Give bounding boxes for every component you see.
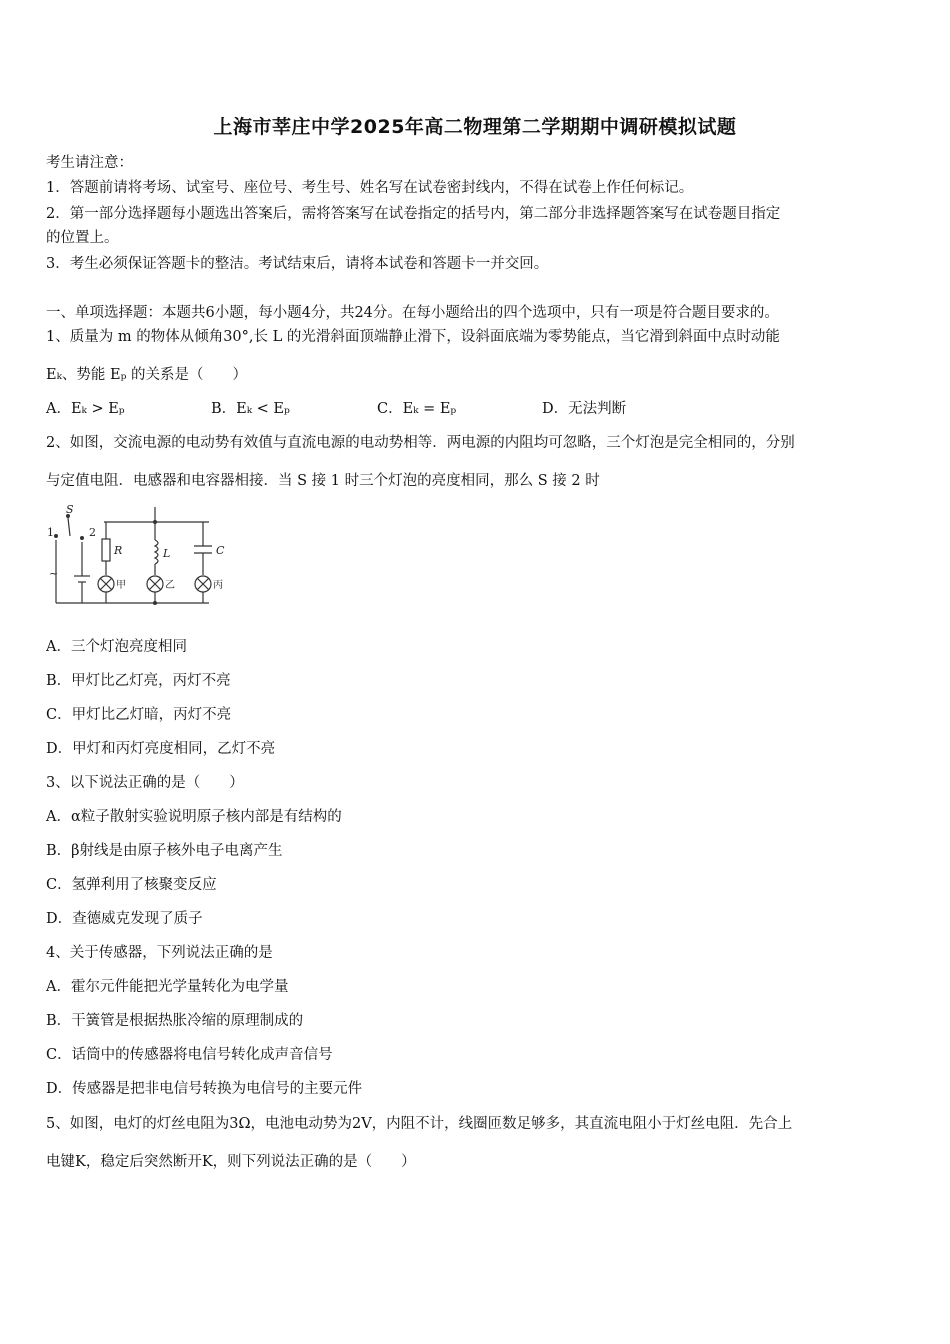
circuit-diagram: [44, 502, 234, 610]
exam-title: 上海市莘庄中学2025年高二物理第二学期期中调研模拟试题: [213, 116, 737, 138]
q2-stem-line1: 2、如图，交流电源的电动势有效值与直流电源的电动势相等．两电源的内阻均可忽略，三个灯泡是完全相同的，分别: [46, 435, 795, 451]
q4-option-d[interactable]: D．传感器是把非电信号转换为电信号的主要元件: [46, 1081, 363, 1097]
notice-heading: 考生请注意：: [46, 155, 133, 171]
q1-option-d[interactable]: D．无法判断: [542, 401, 627, 417]
circuit-label-lamp3: 丙: [213, 580, 223, 591]
q4-option-b[interactable]: B．干簧管是根据热胀冷缩的原理制成的: [46, 1013, 304, 1029]
notice-item-1: 1．答题前请将考场、试室号、座位号、考生号、姓名写在试卷密封线内，不得在试卷上作任何标记。: [46, 180, 694, 196]
q2-option-a[interactable]: A．三个灯泡亮度相同: [46, 639, 187, 655]
section-heading: 一、单项选择题：本题共6小题，每小题4分，共24分。在每小题给出的四个选项中，只有一项是符合题目要求的。: [46, 305, 779, 321]
circuit-label-1: 1: [47, 526, 54, 539]
q3-option-b[interactable]: B．β射线是由原子核外电子电离产生: [46, 843, 283, 859]
q1-stem-line1: 1、质量为 m 的物体从倾角30°,长 L 的光滑斜面顶端静止滑下，设斜面底端为零势能点，当它滑到斜面中点时动能: [46, 329, 780, 345]
q1-option-a[interactable]: A．Eₖ > Eₚ: [46, 401, 125, 417]
circuit-label-c: C: [216, 544, 225, 557]
q1-option-b[interactable]: B．Eₖ < Eₚ: [211, 401, 290, 417]
q4-option-a[interactable]: A．霍尔元件能把光学量转化为电学量: [46, 979, 289, 995]
q2-option-b[interactable]: B．甲灯比乙灯亮，丙灯不亮: [46, 673, 231, 689]
q3-option-a[interactable]: A．α粒子散射实验说明原子核内部是有结构的: [46, 809, 342, 825]
q2-stem-line2: 与定值电阻．电感器和电容器相接．当 S 接 1 时三个灯泡的亮度相同，那么 S 接 2 时: [46, 473, 600, 489]
circuit-label-2: 2: [89, 526, 96, 539]
notice-item-2: 2．第一部分选择题每小题选出答案后，需将答案写在试卷指定的括号内，第二部分非选择题答案写在试卷题目指定: [46, 206, 781, 222]
q3-option-d[interactable]: D．查德威克发现了质子: [46, 911, 203, 927]
circuit-label-l: L: [163, 547, 171, 560]
q1-options: [46, 399, 626, 419]
notice-item-2-cont: 的位置上。: [46, 230, 119, 246]
notice-item-3: 3．考生必须保证答题卡的整洁。考试结束后，请将本试卷和答题卡一并交回。: [46, 256, 549, 272]
q3-option-c[interactable]: C．氢弹利用了核聚变反应: [46, 877, 217, 893]
q4-option-c[interactable]: C．话筒中的传感器将电信号转化成声音信号: [46, 1047, 333, 1063]
circuit-label-r: R: [114, 544, 123, 557]
q2-option-c[interactable]: C．甲灯比乙灯暗，丙灯不亮: [46, 707, 232, 723]
q5-stem-line2: 电键K，稳定后突然断开K，则下列说法正确的是（ ）: [46, 1154, 416, 1170]
q5-stem-line1: 5、如图，电灯的灯丝电阻为3Ω，电池电动势为2V，内阻不计，线圈匝数足够多，其直流电阻小于灯丝电阻．先合上: [46, 1116, 793, 1132]
circuit-label-s: S: [66, 503, 74, 516]
q3-stem: 3、以下说法正确的是（ ）: [46, 775, 244, 791]
circuit-label-ac: ~: [49, 567, 59, 580]
circuit-label-lamp2: 乙: [165, 580, 175, 591]
q2-option-d[interactable]: D．甲灯和丙灯亮度相同，乙灯不亮: [46, 741, 276, 757]
q1-stem-line2: Eₖ、势能 Eₚ 的关系是（ ）: [46, 367, 247, 383]
q4-stem: 4、关于传感器，下列说法正确的是: [46, 945, 273, 961]
q1-option-c[interactable]: C．Eₖ = Eₚ: [377, 401, 457, 417]
circuit-label-lamp1: 甲: [116, 580, 126, 591]
